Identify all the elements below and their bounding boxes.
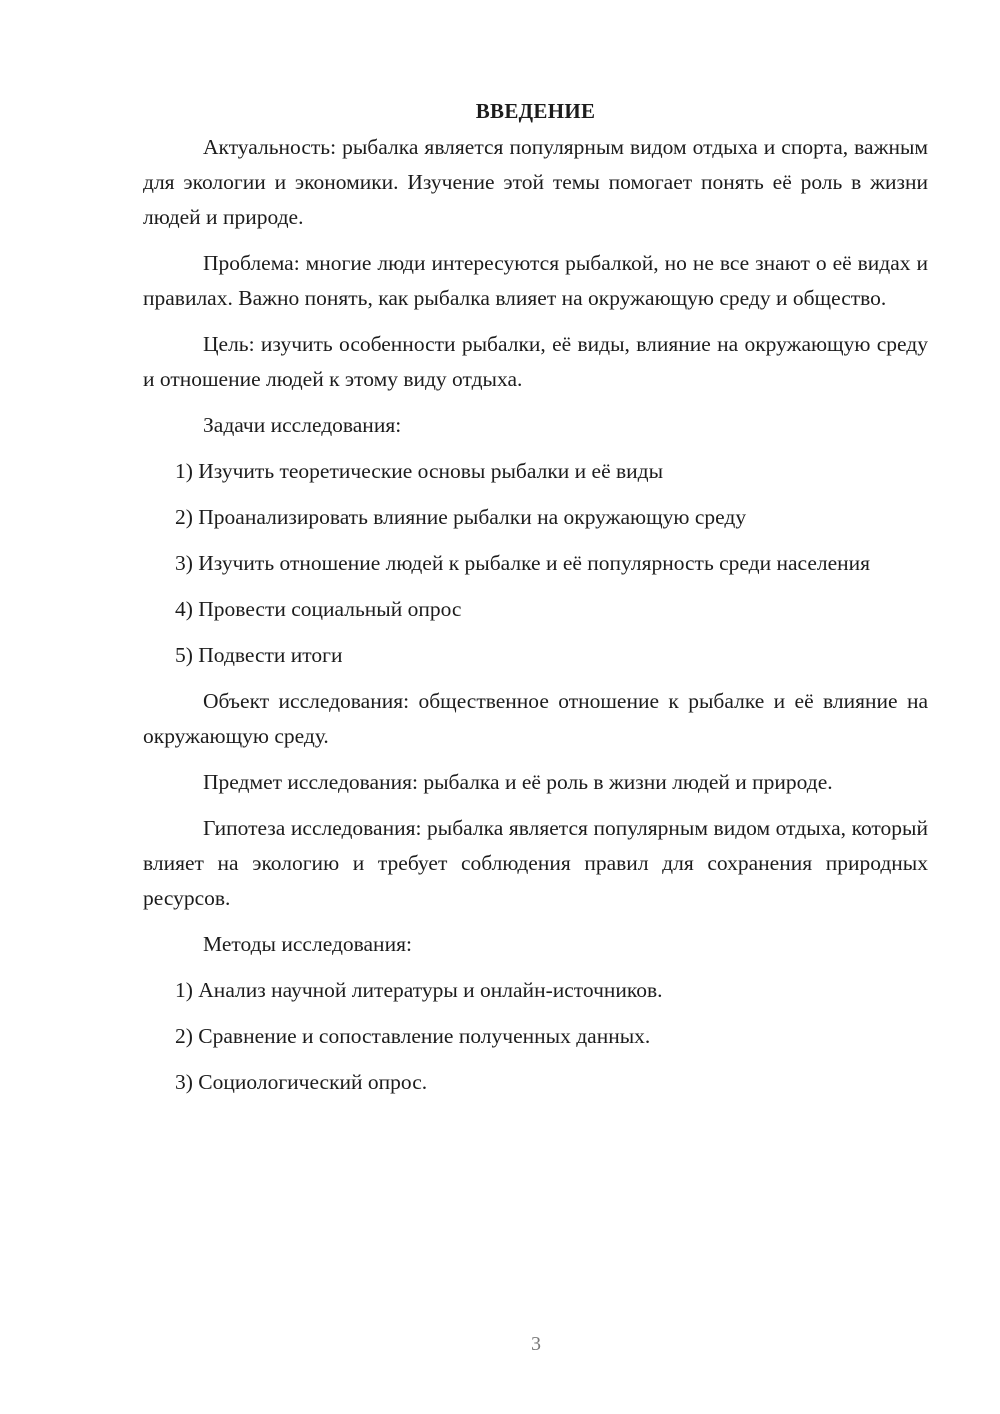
task-item: 3) Изучить отношение людей к рыбалке и её популярность среди населения	[175, 551, 871, 575]
task-item: 5) Подвести итоги	[175, 643, 343, 667]
tasks-heading: Задачи исследования:	[203, 413, 402, 437]
hypothesis-paragraph: Гипотеза исследования: рыбалка является популярным видом отдыха, который влияет на экологию и требует соблюдения правил для сохранения природных ресурсов.	[143, 816, 928, 910]
subject-paragraph: Предмет исследования: рыбалка и её роль в жизни людей и природе.	[203, 770, 833, 794]
methods-heading: Методы исследования:	[203, 932, 412, 956]
object-paragraph: Объект исследования: общественное отношение к рыбалке и её влияние на окружающую среду.	[143, 689, 928, 748]
task-item: 1) Изучить теоретические основы рыбалки и её виды	[175, 459, 664, 483]
task-item: 4) Провести социальный опрос	[175, 597, 462, 621]
section-title: ВВЕДЕНИЕ	[475, 99, 596, 123]
method-item: 3) Социологический опрос.	[175, 1070, 428, 1094]
method-item: 2) Сравнение и сопоставление полученных данных.	[175, 1024, 651, 1048]
task-item: 2) Проанализировать влияние рыбалки на окружающую среду	[175, 505, 747, 529]
goal-paragraph: Цель: изучить особенности рыбалки, её виды, влияние на окружающую среду и отношение людей к этому виду отдыха.	[143, 332, 928, 391]
problem-paragraph: Проблема: многие люди интересуются рыбалкой, но не все знают о её видах и правилах. Важно понять, как рыбалка влияет на окружающую среду и общество.	[143, 251, 928, 310]
page-number: 3	[531, 1333, 541, 1355]
document-page	[143, 96, 928, 1111]
relevance-paragraph: Актуальность: рыбалка является популярным видом отдыха и спорта, важным для экологии и экономики. Изучение этой темы помогает понять её роль в жизни людей и природе.	[143, 135, 928, 229]
method-item: 1) Анализ научной литературы и онлайн-источников.	[175, 978, 663, 1002]
